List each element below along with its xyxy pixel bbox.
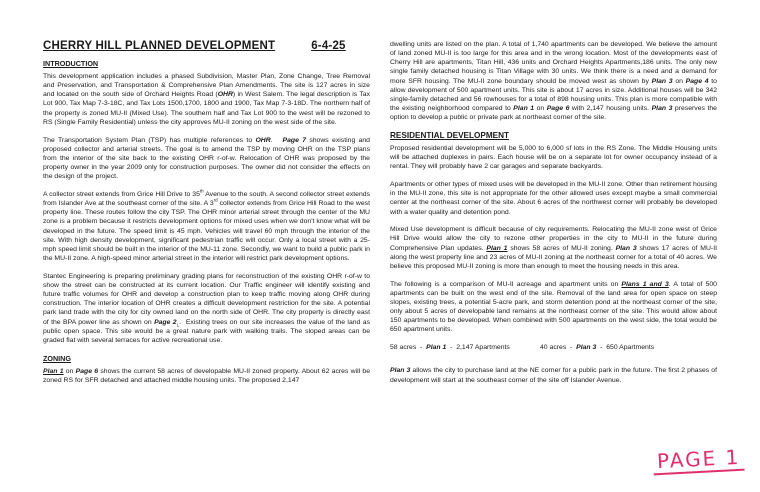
residential-paragraph-1: Proposed residential development will be 5,000 to 6,000 sf lots in the RS Zone. The Middle Housing units will be attached duplexes in pairs. Each house will be on a separate lot for owner occupancy instead of a rental. They will probably have 2 car garages and separate backyards. bbox=[390, 145, 717, 171]
zoning-paragraph-1: Plan 1 on Page 6 shows the current 58 acres of developable MU-II zoned property. About 62 acres will be zoned RS for SFR detached and attached middle housing units. The proposed 2,147 bbox=[43, 367, 371, 384]
intro-paragraph-4: Stantec Engineering is preparing preliminary grading plans for reconstruction of the existing OHR r-of-w to show the street can be constructed at its current location. Our Traffic engineer will identify existing and future traffic volumes for OHR and develop a construction plan to keep traffic moving along OHR during construction. The interior location of OHR creates a difficult development restriction for the site. A potential park land trade with the city for city owned land on the north side of OHR. The city property is directly east of the BPA power line as shown on Page $2_L$. Existing trees on our site increases the value of the land as public open space. This site would be a great nature park with walking trails. The sloped areas can be graded flat with several terraces for active recreational use. bbox=[43, 272, 370, 344]
left-column bbox=[43, 40, 370, 394]
summary-plan1: 58 acres - Plan 1 - 2,147 Apartments bbox=[390, 344, 510, 352]
page-number-stamp: PAGE 1 bbox=[652, 445, 745, 476]
intro-paragraph-1: This development application includes a phased Subdivision, Master Plan, Zone Change, Tree Removal and Preservation, and Transportation & Comprehensive Plan Amendments. The site is 127 acres in size and located on the south side of Orchard Heights Road (OHR) in West Salem. The legal description is Tax Lot 900, Tax Map 7-3-18C, and Tax Lots 1500,1700, 1800 and 1900, Tax Map 7-3-18D. The northern half of the property is zoned MU-II (Mixed Use). The southern half and Tax Lot 900 to the west will be rezoned to RS (Single Family Residential) unless the city approves MU-II zoning on the west side of the site. bbox=[43, 73, 370, 126]
residential-paragraph-3: Mixed Use development is difficult because of city requirements. Relocating the MU-II zone west of Grice Hill Drive would allow the city to rezone other properties in the city to MU-II in the future during Comprehensive Plan updates. Plan 1 shows 58 acres of MU-II zoning. Plan 3 shows 17 acres of MU-II along the west property line and 23 acres of MU-II zoning at the northeast corner for a total of 40 acres. We believe this proposed MU-II zoning is more than enough to meet the housing needs in this area. bbox=[390, 226, 717, 270]
residential-development-heading: RESIDENTIAL DEVELOPMENT bbox=[390, 131, 510, 140]
summary-plan3: 40 acres - Plan 3 - 650 Apartments bbox=[540, 344, 655, 352]
residential-paragraph-5: Plan 3 allows the city to purchase land at the NE corner for a public park in the future. The first 2 phases of development will start at the southeast corner of the site off Islander Avenue. bbox=[390, 367, 717, 384]
introduction-heading: INTRODUCTION bbox=[43, 59, 99, 68]
document-title bbox=[43, 40, 370, 53]
zoning-paragraph-2: dwelling units are listed on the plan. A total of 1,740 apartments can be developed. We believe the amount of land zoned MU-II is too large for this area and in the wrong location. Most of the developments east of Cherry Hill are apartments, Titan Hill, 436 units and Orchard Heights Apartments,186 units. The only new single family detached housing is Titan Village with 30 units. We think there is a need and a demand for more SFR housing. The MU-II zone boundary should be moved west as shown by Plan 3 on Page 4 to allow development of 500 apartment units. This site is about 17 acres in size. Additional houses will be 342 single-family detached and 56 rowhouses for a total of 898 housing units. This plan is more compatible with the existing neighborhood compared to Plan 1 on Page 6 with 2,147 housing units. Plan 3 preserves the option to develop a public or private park at northeast corner of the site. bbox=[390, 41, 717, 122]
acreage-summary-line bbox=[390, 343, 717, 352]
zoning-heading: ZONING bbox=[43, 353, 71, 363]
residential-paragraph-4: The following is a comparison of MU-II acreage and apartment units on Plans 1 and 3. A total of 500 apartments can be built on the west end of the site. Removal of the land area for open space on steep slopes, existing trees, a potential 5-acre park, and storm detention pond at the northeast corner of the site, only about 5 acres of developable land remains at the northeast corner of the site. This would allow about 150 apartments to be developed. When combined with 500 apartments on the west side, the total would be 650 apartment units. bbox=[390, 280, 717, 334]
residential-paragraph-2: Apartments or other types of mixed uses will be developed in the MU-II zone. Other than retirement housing in the MU-II zone, this site is not appropriate for the other allowed uses except maybe a small commercial center at the northeast corner of the site. About 6 acres of the northwest corner will probably be developed with a water quality and detention pond. bbox=[390, 181, 717, 216]
title-text: CHERRY HILL PLANNED DEVELOPMENT bbox=[43, 40, 276, 52]
intro-paragraph-2: The Transportation System Plan (TSP) has multiple references to OHR. Page 7 shows existing and proposed collector and arterial streets. The goal is to amend the TSP by moving OHR on the TSP plans from the interior of the site back to the existing OHR r-of-w. Relocation of OHR was proposed by the property owner in the year 2009 only for construction purposes. The owner did not consider the effects on the design of the project. bbox=[43, 136, 370, 181]
title-date: 6-4-25 bbox=[311, 40, 346, 52]
right-column bbox=[390, 40, 717, 393]
intro-paragraph-3: A collector street extends from Grice Hill Drive to 35th Avenue to the south. A second collector street extends from Islander Ave at the southeast corner of the site. A 3rd collector extends from Grice Hill Road to the west property line. These routes follow the city TSP. The OHR minor arterial street through the center of the MU zone is a problem because it restricts development options for mixed uses when we don't know what will be developed in the future. The speed limit is 45 mph. Vehicles will travel 60 mph through the interior of the site. With high density development, significant pedestrian traffic will occur. Only a local street with a 25-mph speed limit should be built in the interior of the MU-11 zone. Secondly, we want to build a public park in the MU-II zone. A high-speed minor arterial street in the interior will restrict park development options. bbox=[43, 188, 371, 262]
